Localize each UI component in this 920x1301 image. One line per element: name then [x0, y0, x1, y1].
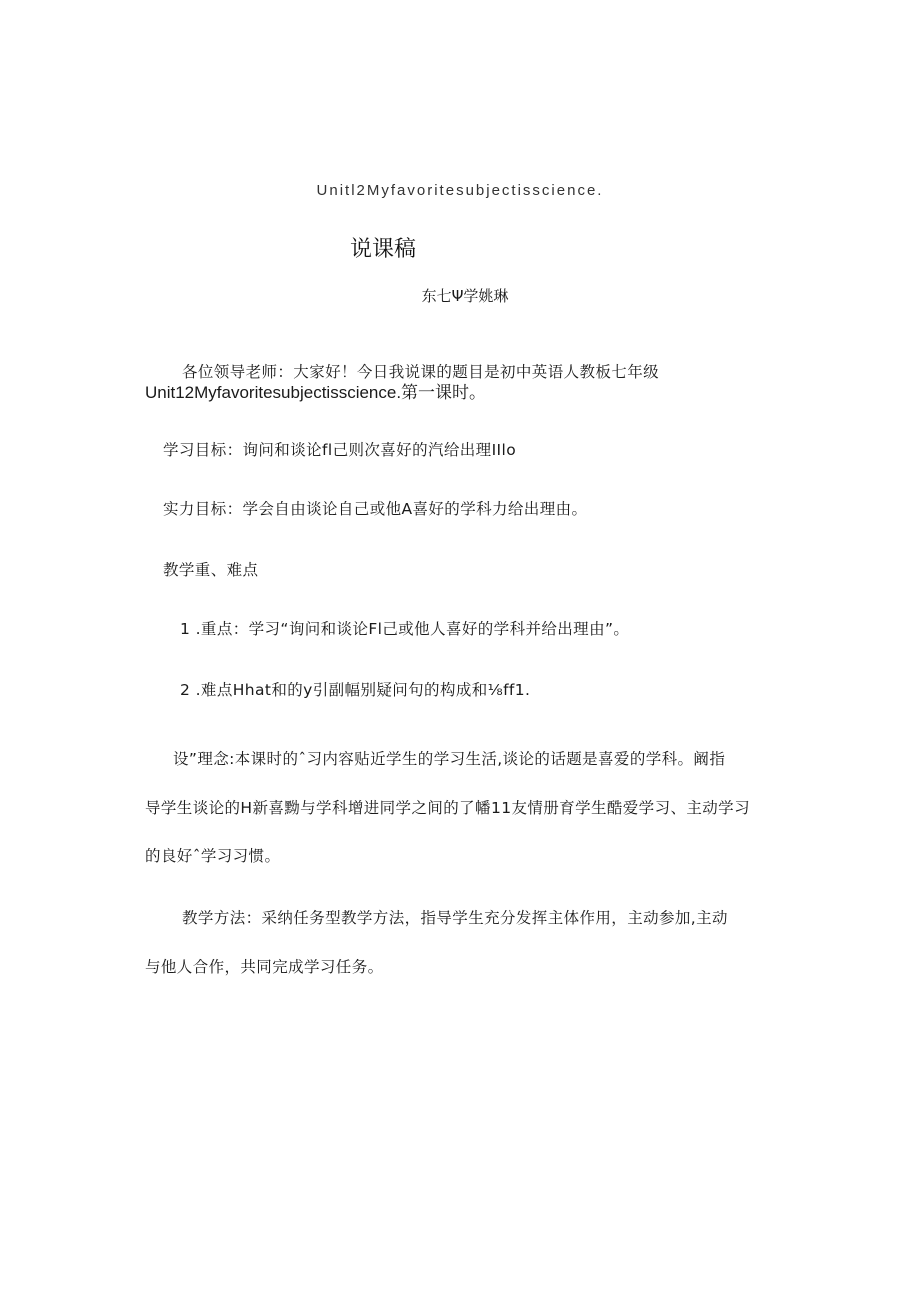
design-line-3: 的良好ˆ学习习惯。 [145, 847, 281, 865]
method-line-2: 与他人合作，共同完成学习任务。 [145, 958, 384, 976]
design-line-1: 设”理念:本课时的ˆ习内容贴近学生的学习生活,谈论的话题是喜爱的学科。阚指 [173, 750, 726, 768]
document-title: 说课稿 [350, 237, 417, 262]
english-title: Unitl2Myfavoritesubjectisscience. [316, 182, 604, 199]
key-point-2: 2 .难点Hhat和的y引副幅别疑问句的构成和⅛ff1. [180, 681, 531, 699]
greeting-line-1: 各位领导老师：大家好！今日我说课的题目是初中英语人教板七年级 [182, 363, 660, 381]
ability-goal: 实力目标：学会自由谈论自己或他A喜好的学科力给出理由。 [163, 500, 588, 518]
key-points-heading: 教学重、难点 [163, 561, 259, 579]
greeting-line-2: Unit12Myfavoritesubjectisscience.第一课时。 [145, 383, 487, 402]
learning-goal: 学习目标：询问和谈论fl己则次喜好的汽给出理IIlo [163, 441, 517, 459]
design-line-2: 导学生谈论的H新喜黝与学科增进同学之间的了幡11友情册育学生酷爱学习、主动学习 [145, 799, 750, 817]
key-point-1: 1 .重点：学习“询问和谈论Fl己或他人喜好的学科并给出理由”。 [180, 620, 630, 638]
author-line: 东七Ψ学姚琳 [421, 287, 509, 305]
method-line-1: 教学方法：采纳任务型教学方法，指导学生充分发挥主体作用，主动参加,主动 [182, 909, 728, 927]
